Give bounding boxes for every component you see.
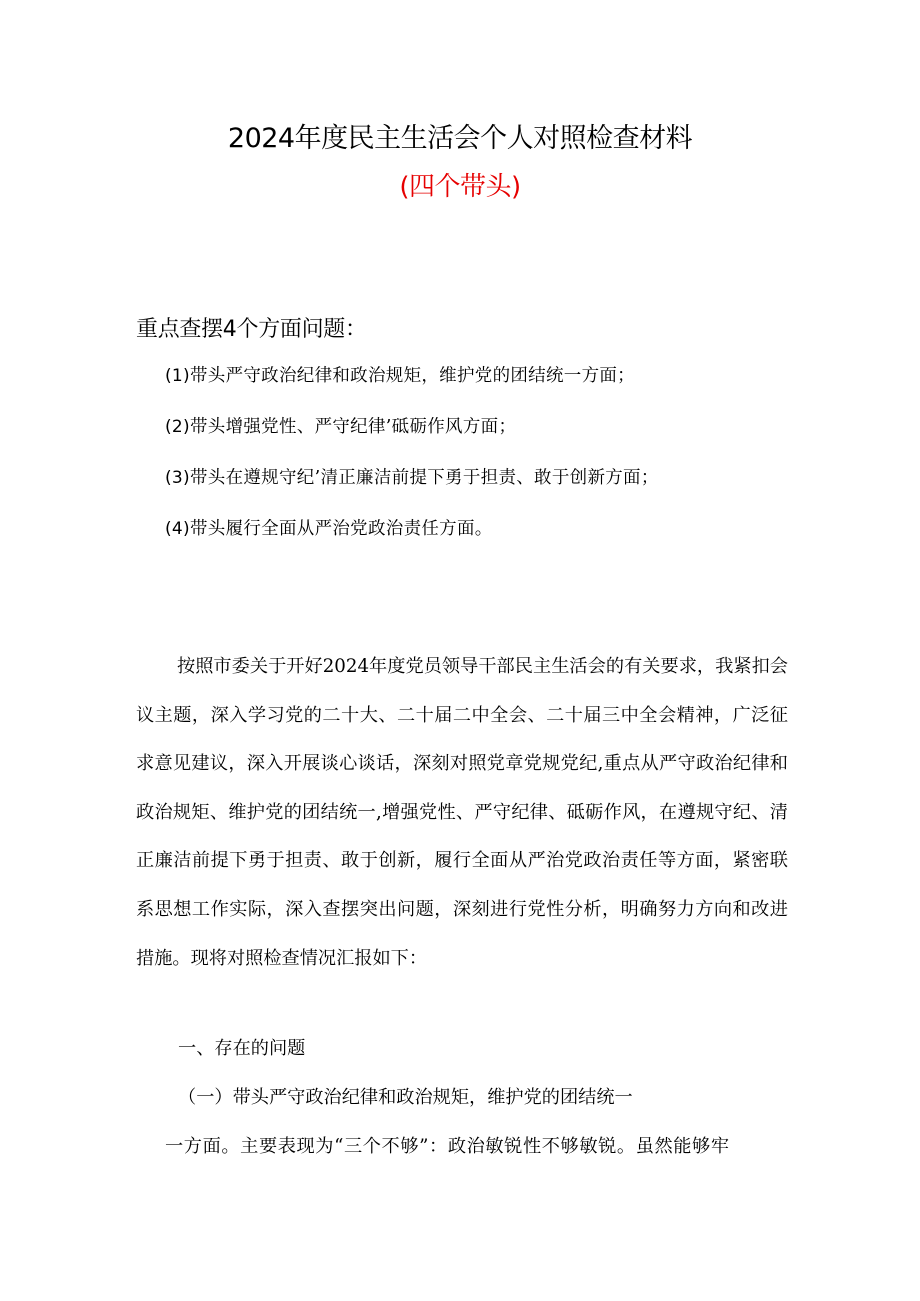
focus-heading: 重点查摆4个方面问题： — [136, 317, 367, 342]
focus-item-number: (2) — [165, 417, 190, 437]
focus-item-text: 带头履行全面从严治党政治责任方面。 — [189, 519, 493, 539]
sub-section-heading: （一）带头严守政治纪律和政治规矩，维护党的团结统一 — [178, 1087, 633, 1108]
document-title: 2024年度民主生活会个人对照检查材料 — [227, 123, 693, 154]
focus-item-2 — [165, 413, 659, 464]
continuation-text: 一方面。主要表现为“三个不够”：政治敏锐性不够敏锐。虽然能够牢 — [165, 1136, 730, 1157]
focus-item-text: 带头严守政治纪律和政治规矩，维护党的团结统一方面； — [189, 366, 635, 386]
focus-item-number: (3) — [165, 468, 190, 488]
document-subtitle: (四个带头) — [399, 172, 521, 202]
focus-item-number: (4) — [165, 519, 190, 539]
focus-item-1 — [165, 362, 659, 413]
focus-item-4 — [165, 515, 659, 566]
focus-item-number: (1) — [165, 366, 190, 386]
focus-item-3 — [165, 464, 659, 515]
focus-list — [165, 362, 659, 566]
focus-item-text: 带头在遵规守纪’清正廉洁前提下勇于担责、敢于创新方面； — [189, 468, 659, 488]
focus-item-text: 带头增强党性、严守纪律’砥砺作风方面； — [189, 417, 517, 437]
intro-paragraph: 按照市委关于开好2024年度党员领导干部民主生活会的有关要求，我紧扣会议主题，深入学习党的二十大、二十届二中全会、二十届三中全会精神，广泛征求意见建议，深入开展谈心谈话，深刻对照党章党规党纪,重点从严守政治纪律和政治规矩、维护党的团结统一,增强党性、严守纪律、砥砺作风，在遵规守纪、清正廉洁前提下勇于担责、敢于创新，履行全面从严治党政治责任等方面，紧密联系思想工作实际，深入查摆突出问题，深刻进行党性分析，明确努力方向和改进措施。现将对照检查情况汇报如下： — [136, 656, 788, 969]
section-heading: 一、存在的问题 — [178, 1038, 306, 1059]
